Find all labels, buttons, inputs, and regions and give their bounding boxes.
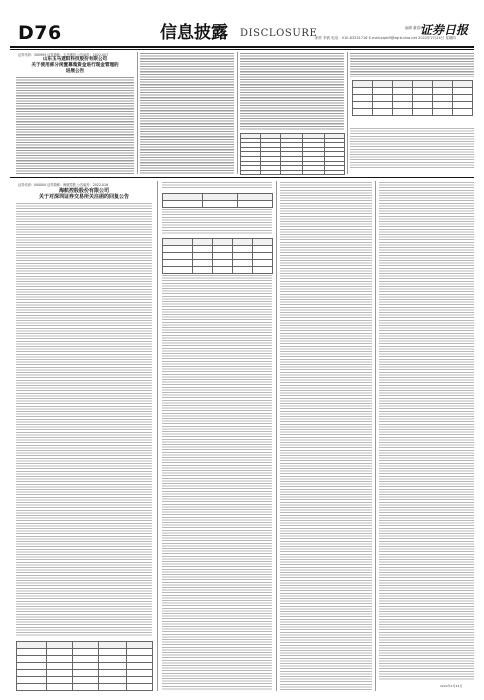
article-body-text bbox=[162, 209, 272, 235]
article-body-text bbox=[379, 182, 474, 680]
masthead-rule-thin bbox=[10, 49, 474, 50]
column-divider bbox=[157, 181, 158, 691]
article-body-text bbox=[140, 53, 234, 174]
masthead-rule bbox=[10, 46, 474, 48]
column-divider bbox=[137, 52, 138, 174]
data-table bbox=[162, 238, 273, 274]
headline-line: 关于使用部分闲置募集资金进行现金管理的 bbox=[31, 63, 119, 68]
headline-line: 海航控股股份有限公司 bbox=[58, 188, 109, 194]
section-title: 信息披露 bbox=[160, 23, 228, 43]
article-body-text bbox=[350, 53, 474, 77]
column-divider bbox=[375, 181, 376, 691]
headline-line: 进展公告 bbox=[65, 69, 85, 74]
data-table bbox=[16, 641, 153, 691]
article-body-text bbox=[162, 182, 272, 190]
article-body-text bbox=[350, 128, 474, 168]
article-body-text bbox=[16, 77, 134, 174]
article-body-text bbox=[240, 53, 344, 131]
data-table bbox=[240, 133, 345, 175]
column-divider bbox=[276, 181, 277, 691]
column-divider bbox=[347, 52, 348, 174]
contact-line: 制作 李波 电话：010-83251716 E-mail:zqrb9@zqrb.sina.net 2022年2月24日 星期四 bbox=[315, 36, 456, 40]
masthead bbox=[10, 22, 474, 46]
article-stock-line: 证券代码：000000 证券简称：海航控股 公告编号：2022-016 bbox=[18, 183, 109, 187]
headline-line: 关于对深圳证券交易所关注函的回复公告 bbox=[38, 194, 129, 200]
article-body-text bbox=[162, 275, 272, 690]
article-body-text bbox=[16, 203, 152, 636]
data-table bbox=[162, 193, 273, 208]
column-divider bbox=[237, 52, 238, 174]
article-headline bbox=[16, 188, 152, 200]
data-table bbox=[352, 80, 473, 116]
newspaper-logo: 证券日报 bbox=[419, 23, 468, 37]
section-subtitle: DISCLOSURE bbox=[240, 28, 318, 39]
page-number: D76 bbox=[18, 22, 62, 44]
date-note: 2022年2月24日 bbox=[440, 684, 463, 688]
article-stock-line: 证券代码：300993 证券简称：玉马遮阳 公告编号：2022-007 bbox=[18, 53, 109, 57]
headline-line: 山东玉马遮阳科技股份有限公司 bbox=[42, 57, 108, 62]
article-body-text bbox=[280, 182, 372, 690]
section-separator bbox=[10, 177, 474, 178]
article-headline bbox=[16, 57, 134, 75]
editor-credit: 编辑 董春华 bbox=[405, 26, 424, 30]
